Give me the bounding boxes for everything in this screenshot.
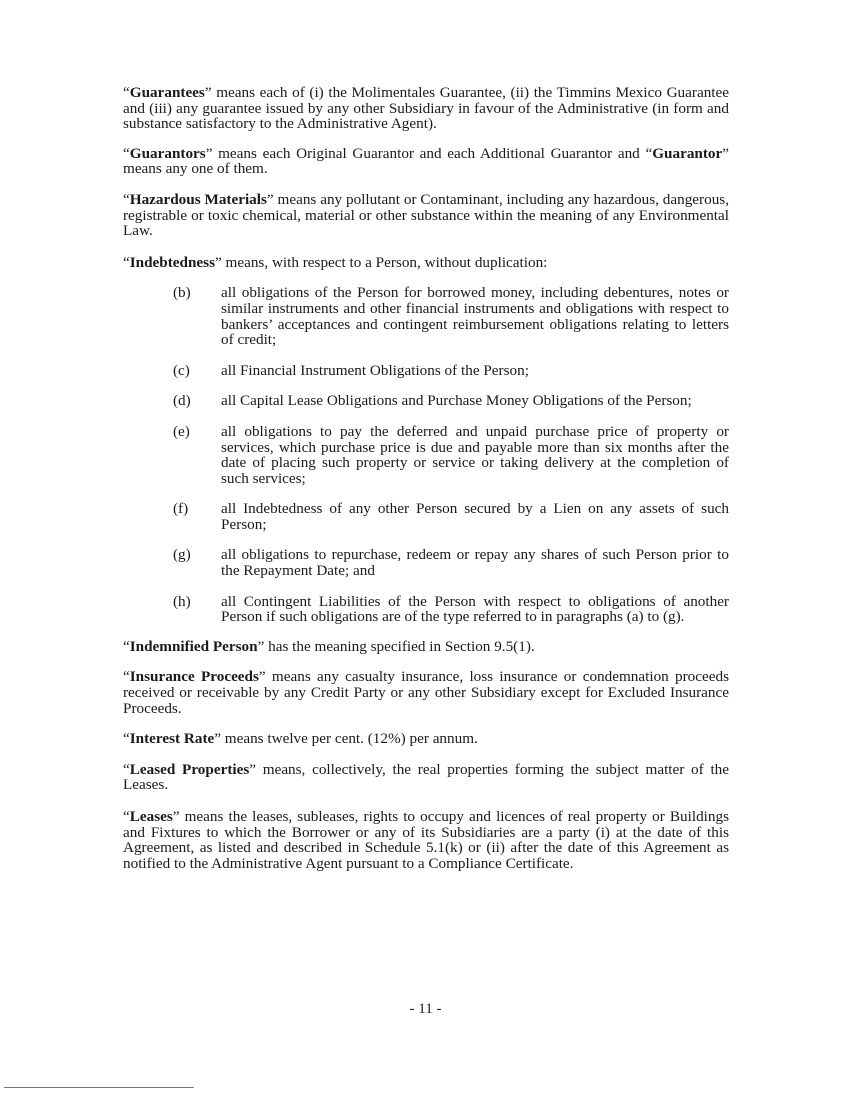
list-item-label: (c) — [173, 361, 190, 379]
definition-guarantees: “Guarantees” means each of (i) the Molimentales Guarantee, (ii) the Timmins Mexico Guarantee and (iii) any guarantee issued by any other Subsidiary in favour of the Administrative (in form and substance satisfactory to the Administrative Agent). — [123, 84, 729, 133]
list-item-text: all obligations of the Person for borrowed money, including debentures, notes or similar instruments and other financial instruments and obligations with respect to bankers’ acceptances and contingent reimbursement obligations relating to letters of credit; — [221, 284, 729, 349]
defined-term: Interest Rate — [129, 730, 215, 748]
defined-term: Indebtedness — [129, 253, 215, 271]
indebtedness-list — [123, 285, 729, 625]
definition-insurance-proceeds: “Insurance Proceeds” means any casualty insurance, loss insurance or condemnation proceeds received or receivable by any Credit Party or any other Subsidiary except for Excluded Insurance Proceeds. — [123, 668, 729, 717]
definition-hazardous-materials: “Hazardous Materials” means any pollutant or Contaminant, including any hazardous, dangerous, registrable or toxic chemical, material or other substance within the meaning of any Environmental Law. — [123, 190, 729, 240]
page-number: - 11 - — [409, 1001, 442, 1017]
definition-text: has the meaning specified in Section 9.5(1). — [264, 637, 535, 655]
definition-text: means any one of them. — [123, 160, 268, 178]
list-item-label: (g) — [173, 546, 191, 564]
defined-term: Hazardous Materials — [129, 190, 267, 208]
definition-leased-properties: “Leased Properties” means, collectively, the real properties forming the subject matter of the Leases. — [123, 760, 729, 794]
list-item — [123, 547, 729, 578]
list-item — [123, 285, 729, 347]
list-item-label: (h) — [173, 592, 191, 610]
footer-divider — [4, 1087, 194, 1088]
list-item — [123, 594, 729, 625]
definition-text: means the leases, subleases, rights to occupy and licences of real property or Buildings and Fixtures to which the Borrower or any of its Subsidiaries are a party (i) at the date of this Agreement, as listed and described in Schedule 5.1(k) or (ii) after the date of this Agreement as notified to the Administrative Agent pursuant to a Compliance Certificate. — [123, 808, 729, 872]
defined-term: Insurance Proceeds — [129, 668, 259, 686]
definition-indemnified-person: “Indemnified Person” has the meaning specified in Section 9.5(1). — [123, 637, 535, 655]
definition-text: means each Original Guarantor and each Additional Guarantor and — [212, 144, 646, 162]
list-item-label: (b) — [173, 284, 191, 302]
list-item — [123, 363, 729, 379]
list-item-label: (e) — [173, 422, 190, 440]
definition-text: means any pollutant or Contaminant, including any hazardous, dangerous, registrable or toxic chemical, material or other substance within the meaning of any Environmental Law. — [123, 190, 729, 240]
definition-interest-rate: “Interest Rate” means twelve per cent. (12%) per annum. — [123, 730, 478, 748]
definition-indebtedness: “Indebtedness” means, with respect to a Person, without duplication: — [123, 253, 548, 271]
list-item-text: all Contingent Liabilities of the Person with respect to obligations of another Person if such obligations are of the type referred to in paragraphs (a) to (g). — [221, 592, 729, 626]
definition-text: means, with respect to a Person, without duplication: — [221, 253, 548, 271]
definition-guarantors: “Guarantors” means each Original Guarantor and each Additional Guarantor and “Guarantor” means any one of them. — [123, 144, 729, 178]
defined-term: Guarantees — [129, 84, 205, 101]
list-item-text: all obligations to pay the deferred and unpaid purchase price of property or services, which purchase price is due and payable more than six months after the date of placing such property or service or taking delivery at the completion of such services; — [221, 422, 729, 487]
list-item — [123, 424, 729, 486]
list-item-text: all Indebtedness of any other Person secured by a Lien on any assets of such Person; — [221, 500, 729, 533]
list-item-text: all Financial Instrument Obligations of the Person; — [221, 361, 529, 379]
defined-term: Indemnified Person — [129, 637, 258, 655]
list-item — [123, 501, 729, 532]
definition-leases: “Leases” means the leases, subleases, rights to occupy and licences of real property or Buildings and Fixtures to which the Borrower or any of its Subsidiaries are a party (i) at the date of this Agreement, as listed and described in Schedule 5.1(k) or (ii) after the date of this Agreement as notified to the Administrative Agent pursuant to a Compliance Certificate. — [123, 808, 729, 872]
defined-term: Guarantor — [652, 144, 723, 162]
definition-text: means twelve per cent. (12%) per annum. — [221, 730, 478, 748]
definition-text: means any casualty insurance, loss insurance or condemnation proceeds received or receivable by any Credit Party or any other Subsidiary except for Excluded Insurance Proceeds. — [123, 668, 729, 717]
list-item — [123, 393, 729, 409]
list-item-label: (d) — [173, 392, 191, 410]
definition-text: means, collectively, the real properties forming the subject matter of the Leases. — [123, 760, 729, 794]
defined-term: Leases — [129, 808, 173, 825]
list-item-text: all obligations to repurchase, redeem or repay any shares of such Person prior to the Repayment Date; and — [221, 546, 729, 580]
document-page — [123, 85, 729, 871]
defined-term: Guarantors — [129, 144, 206, 162]
list-item-text: all Capital Lease Obligations and Purchase Money Obligations of the Person; — [221, 392, 692, 410]
list-item-label: (f) — [173, 500, 189, 518]
definition-text: means each of (i) the Molimentales Guarantee, (ii) the Timmins Mexico Guarantee and (iii) any guarantee issued by any other Subsidiary in favour of the Administrative (in form and substance satisfactory to the Administrative Agent). — [123, 84, 729, 133]
defined-term: Leased Properties — [129, 760, 250, 778]
